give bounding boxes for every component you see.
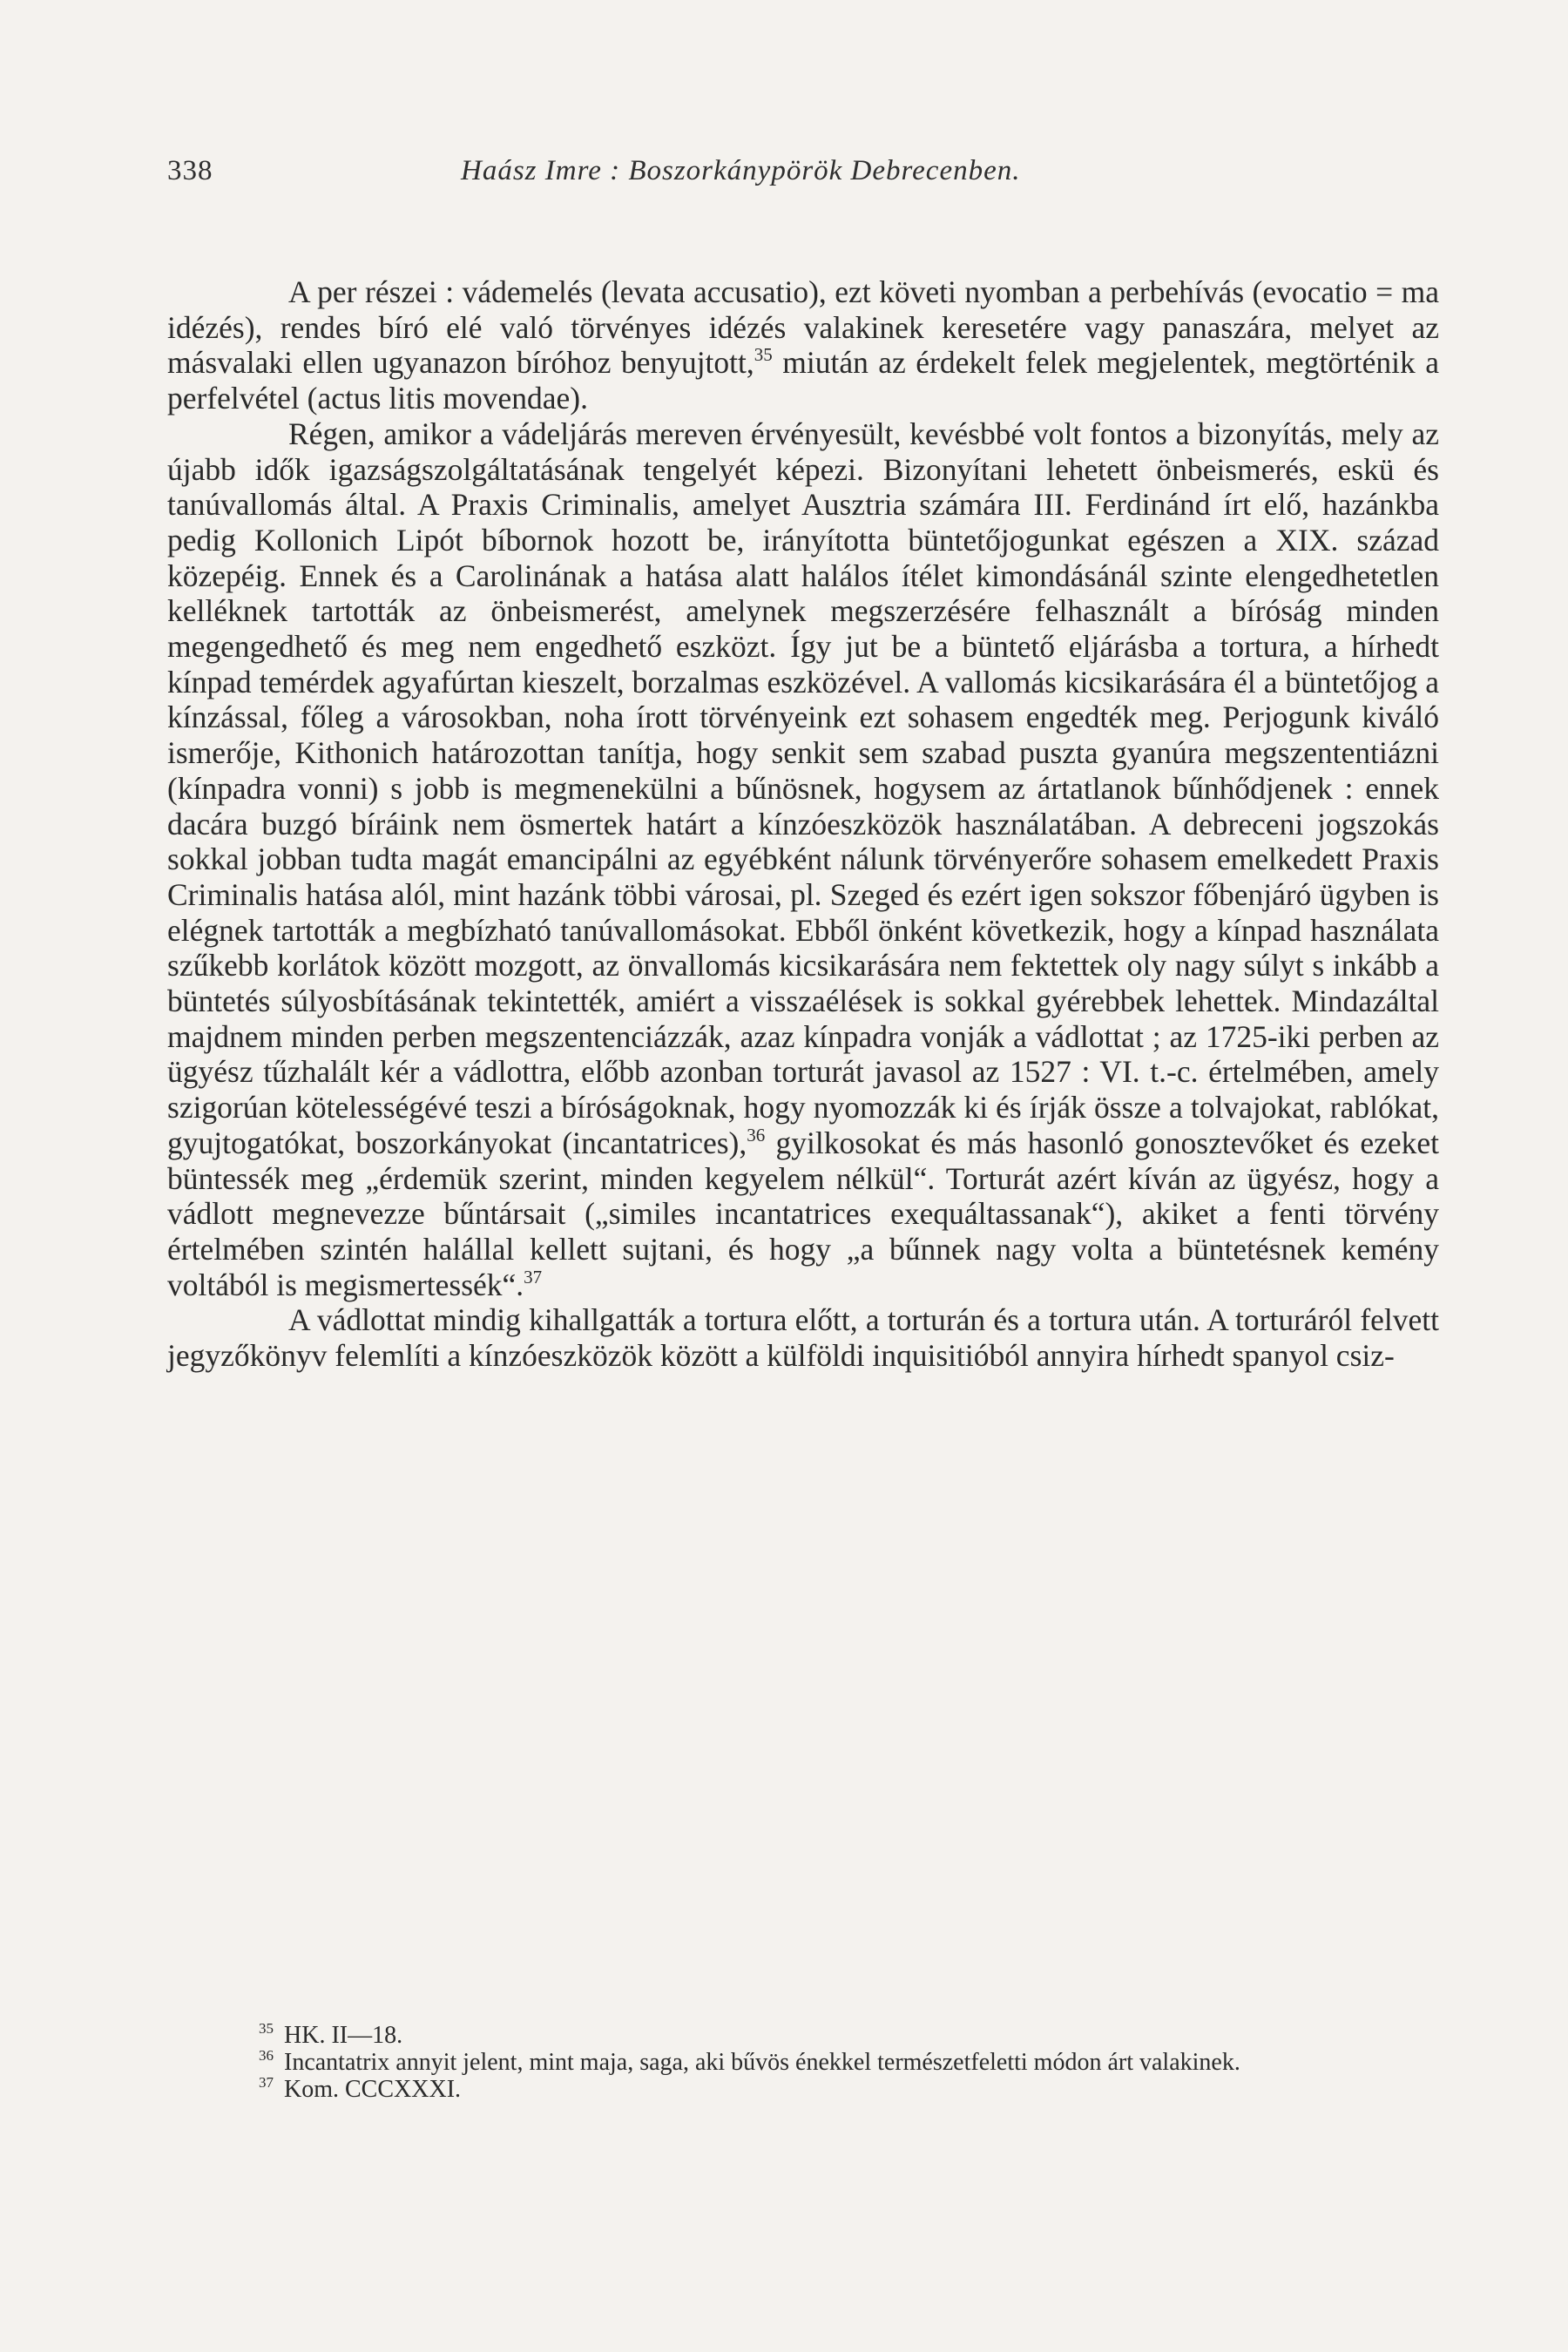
footnote-text: Kom. CCCXXXI. (284, 2076, 462, 2103)
paragraph-1-text-a: A per részei : vádemelés (levata accusatio), ezt követi nyomban a perbehívás (evocatio = ma idézés), rendes bíró elé való törvényes idézés valakinek keresetére vagy panaszára, melyet az másvalaki ellen ugyanazon bíróhoz benyujtott, (167, 274, 1439, 381)
footnote-mark: 36 (259, 2047, 274, 2064)
footnote-ref-37: 37 (524, 1266, 543, 1288)
footnotes (167, 2022, 1439, 2103)
footnote-37 (167, 2076, 1439, 2103)
paragraph-2 (167, 416, 1439, 1303)
page-number: 338 (167, 155, 213, 186)
paragraph-2-text-b: gyilkosokat és más hasonló gonosztevőket és ezeket büntessék meg „érdemük szerint, minden kegyelem nélkül“. Torturát azért kíván az ügyész, hogy a vádlott megnevezze bűntársait („similes incantatrices exequáltassanak“), akiket a fenti törvény értelmében szintén halállal kellett sujtani, és hogy „a bűnnek nagy volta a büntetésnek kemény voltából is megismertessék“. (167, 1125, 1439, 1302)
paragraph-1 (167, 274, 1439, 416)
running-head-title: Haász Imre : Boszorkánypörök Debrecenben. (461, 155, 1021, 186)
footnote-ref-35: 35 (754, 344, 773, 366)
footnote-mark: 35 (259, 2020, 274, 2037)
paragraph-3: A vádlottat mindig kihallgatták a tortura előtt, a torturán és a tortura után. A torturáról felvett jegyzőkönyv felemlíti a kínzóeszközök között a külföldi inquisitióból annyira hírhedt spanyol csiz- (167, 1302, 1439, 1374)
footnote-ref-36: 36 (747, 1124, 766, 1146)
footnote-mark: 37 (259, 2074, 274, 2091)
running-head (167, 150, 1439, 193)
footnote-text: Incantatrix annyit jelent, mint maja, saga, aki bűvös énekkel természetfeletti módon árt valakinek. (284, 2049, 1240, 2076)
footnote-text: HK. II—18. (284, 2022, 403, 2049)
footnote-35 (167, 2022, 1439, 2049)
paragraph-1-text-b: miután az érdekelt felek megjelentek, megtörténik a perfelvétel (actus litis movendae). (167, 345, 1439, 416)
main-text (167, 274, 1439, 1374)
paragraph-2-text-a: Régen, amikor a vádeljárás mereven érvényesült, kevésbbé volt fontos a bizonyítás, mely az újabb idők igazságszolgáltatásának tengelyét képezi. Bizonyítani lehetett önbeismerés, eskü és tanúvallomás által. A Praxis Criminalis, amelyet Ausztria számára III. Ferdinánd írt elő, hazánkba pedig Kollonich Lipót bíbornok hozott be, irányította büntetőjogunkat egészen a XIX. század közepéig. Ennek és a Carolinának a hatása alatt halálos ítélet kimondásánál szinte elengedhetetlen kelléknek tartották az önbeismerést, amelynek megszerzésére felhasznált a bíróság minden megengedhető és meg nem engedhető eszközt. Így jut be a büntető eljárásba a tortura, a hírhedt kínpad temérdek agyafúrtan kieszelt, borzalmas eszközével. A vallomás kicsikarására él a büntetőjog a kínzással, főleg a városokban, noha írott törvényeink ezt sohasem engedték meg. Perjogunk kiváló ismerője, Kithonich határozottan tanítja, hogy senkit sem szabad puszta gyanúra megszententiázni (kínpadra vonni) s jobb is megmenekülni a bűnösnek, hogysem az ártatlanok bűnhődjenek : ennek dacára buzgó bíráink nem ösmertek határt a kínzóeszközök használatában. A debreceni jogszokás sokkal jobban tudta magát emancipálni az egyébként nálunk törvényerőre sohasem emelkedett Praxis Criminalis hatása alól, mint hazánk többi városai, pl. Szeged és ezért igen sokszor főbenjáró ügyben is elégnek tartották a megbízható tanúvallomásokat. Ebből önként következik, hogy a kínpad használata szűkebb korlátok között mozgott, az önvallomás kicsikarására nem fektettek oly nagy súlyt s inkább a büntetés súlyosbításának tekintették, amiért a visszaélések is sokkal gyérebbek lehettek. Mindazáltal majdnem minden perben megszentenciázzák, azaz kínpadra vonják a vádlottat ; az 1725-iki perben az ügyész tűzhalált kér a vádlottra, előbb azonban torturát javasol az 1527 : VI. t.-c. értelmében, amely szigorúan kötelességévé teszi a bíróságoknak, hogy nyomozzák ki és írják össze a tolvajokat, rablókat, gyujtogatókat, boszorkányokat (incantatrices), (167, 416, 1439, 1160)
footnote-36 (167, 2049, 1439, 2076)
